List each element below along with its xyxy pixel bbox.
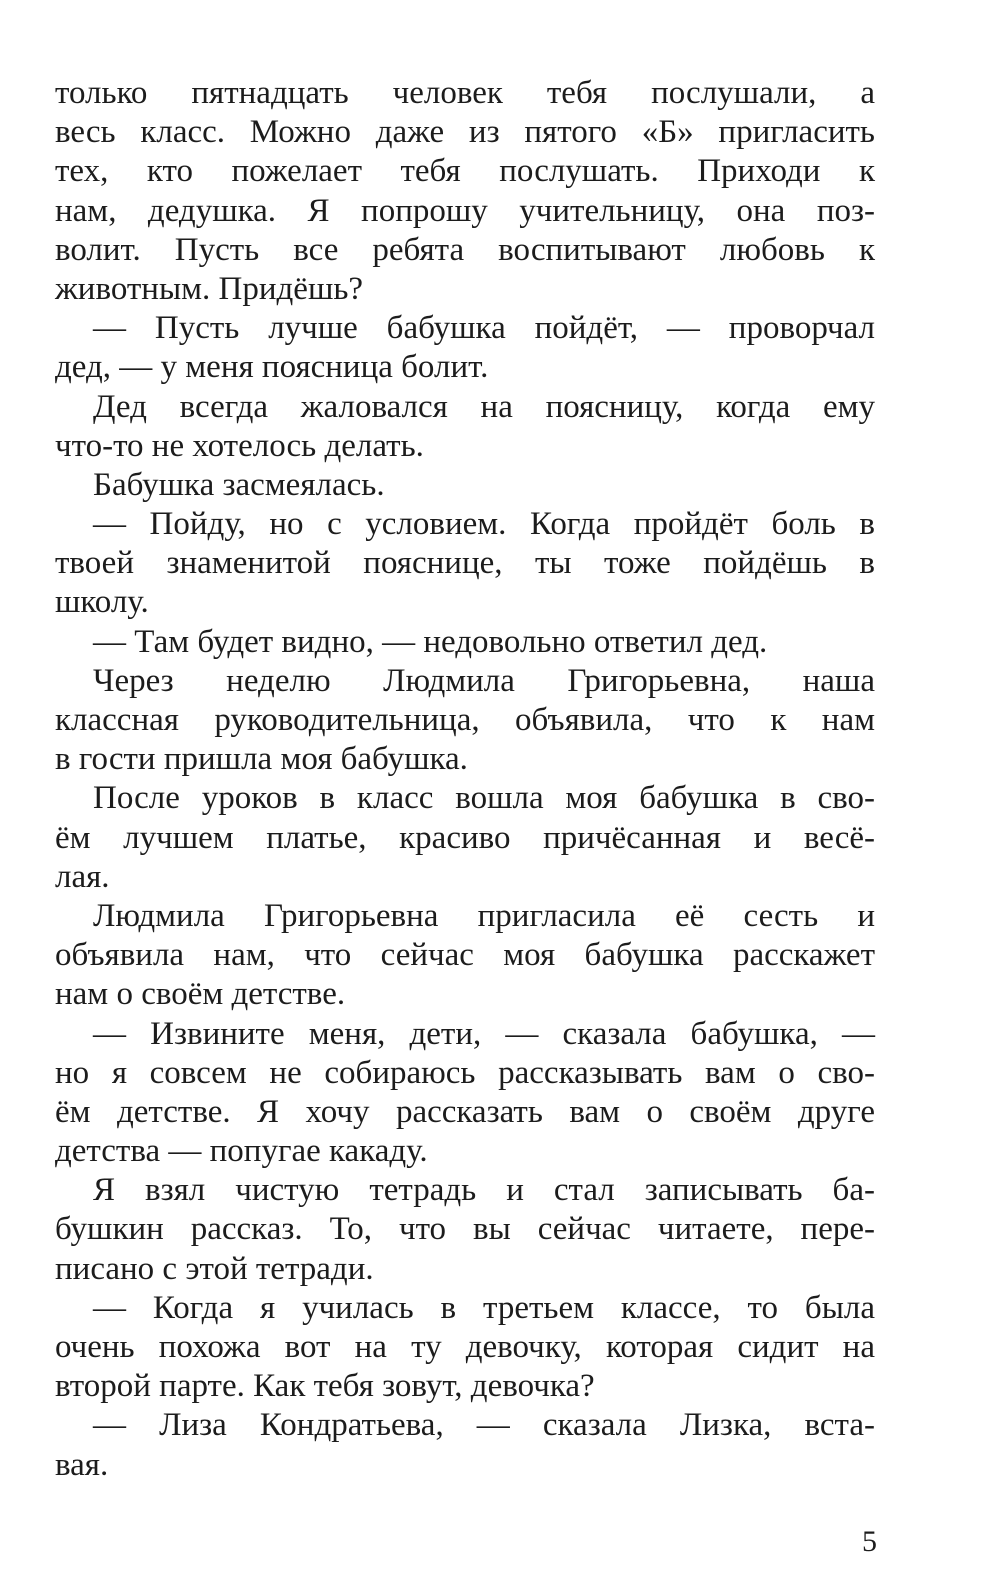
text-line: второй парте. Как тебя зовут, девочка? (55, 1368, 595, 1405)
text-line: тех, кто пожелает тебя послушать. Приходи к (55, 153, 875, 190)
text-line: Дед всегда жаловался на поясницу, когда ему (93, 388, 875, 425)
text-line: лая. (55, 858, 110, 895)
text-line: нам о своём детстве. (55, 976, 346, 1013)
text-line: что-то не хотелось делать. (55, 427, 424, 464)
text-line: нам, дедушка. Я попрошу учительницу, она поз- (55, 192, 875, 229)
text-line: только пятнадцать человек тебя послушали, а (55, 75, 875, 111)
text-line: ём лучшем платье, красиво причёсанная и весё- (55, 819, 875, 856)
text-line: весь класс. Можно даже из пятого «Б» пригласить (55, 114, 875, 151)
text-line: писано с этой тетради. (55, 1250, 374, 1287)
text-line: дед, — у меня поясница болит. (55, 349, 489, 386)
text-line: очень похожа вот на ту девочку, которая сидит на (55, 1329, 875, 1365)
text-line: детства — попугае какаду. (55, 1133, 428, 1170)
text-line: вая. (55, 1446, 109, 1483)
text-line: — Лиза Кондратьева, — сказала Лизка, вста- (93, 1407, 875, 1444)
text-line: школу. (55, 584, 149, 621)
text-line: — Когда я училась в третьем классе, то была (93, 1289, 875, 1326)
text-line: волит. Пусть все ребята воспитывают любовь к (55, 231, 875, 268)
text-line: Я взял чистую тетрадь и стал записывать ба- (93, 1172, 875, 1209)
text-line: но я совсем не собираюсь рассказывать вам о сво- (55, 1054, 875, 1091)
text-line: — Извините меня, дети, — сказала бабушка, — (93, 1015, 875, 1052)
text-line: Людмила Григорьевна пригласила её сесть и (93, 897, 875, 934)
text-line: — Пусть лучше бабушка пойдёт, — проворчал (93, 310, 875, 347)
page-number: 5 (862, 1525, 877, 1558)
text-line: ём детстве. Я хочу рассказать вам о своём друге (55, 1093, 875, 1130)
text-line: объявила нам, что сейчас моя бабушка расскажет (55, 937, 875, 974)
text-line: в гости пришла моя бабушка. (55, 741, 468, 778)
text-line: — Пойду, но с условием. Когда пройдёт боль в (93, 506, 875, 543)
text-line: Бабушка засмеялась. (93, 466, 385, 503)
text-line: животным. Придёшь? (55, 270, 364, 307)
text-line: классная руководительница, объявила, что к нам (55, 702, 875, 738)
text-line: — Там будет видно, — недовольно ответил дед. (93, 623, 768, 660)
text-line: твоей знаменитой пояснице, ты тоже пойдёшь в (55, 545, 875, 582)
text-line: Через неделю Людмила Григорьевна, наша (93, 662, 875, 699)
text-line: бушкин рассказ. То, что вы сейчас читаете, пере- (55, 1211, 875, 1248)
text-line: После уроков в класс вошла моя бабушка в сво- (93, 780, 875, 817)
story-text (55, 74, 875, 1485)
